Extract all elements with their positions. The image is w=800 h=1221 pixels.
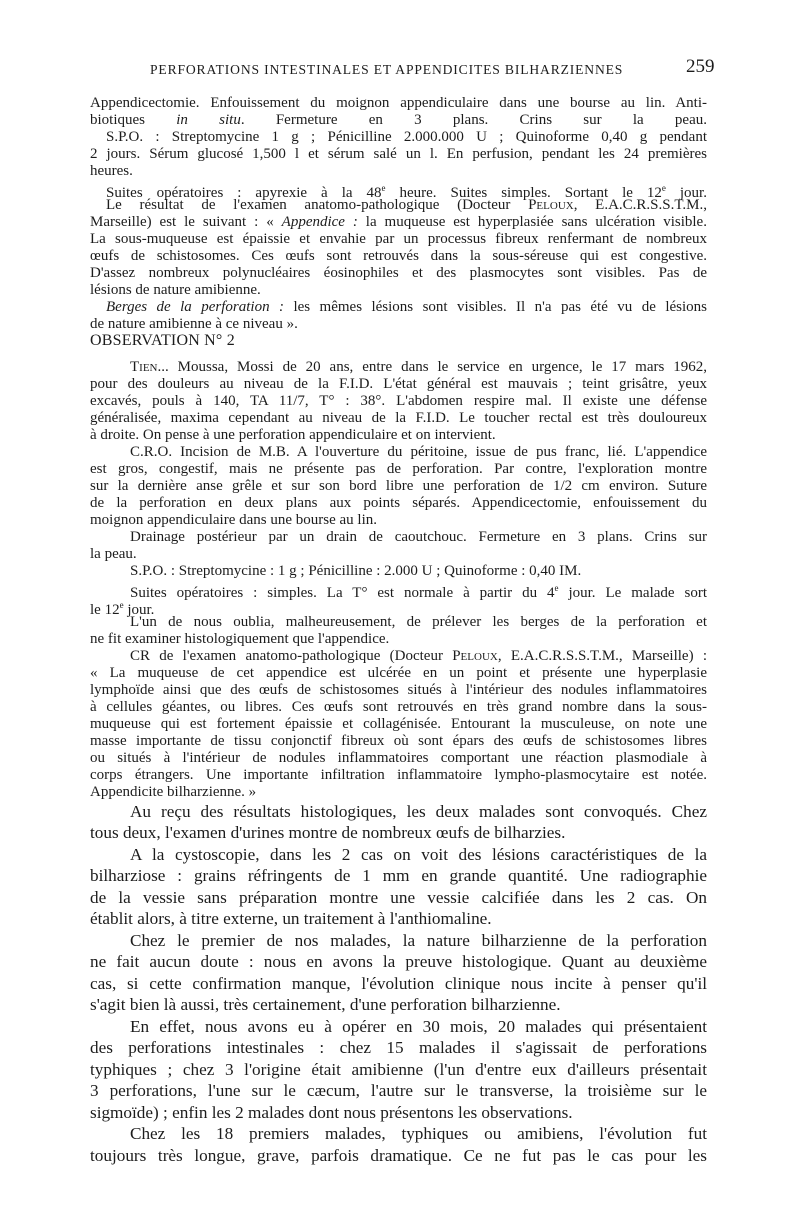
obs2-line: S.P.O. : Streptomycine : 1 g ; Pénicilline : 2.000 U ; Quinoforme : 0,40 IM. [130,563,582,579]
case1-line: S.P.O. : Streptomycine 1 g ; Pénicilline 2.000.000 U ; Quinoforme 0,40 g pendant [106,129,707,145]
obs2-line: à cellules géantes, ou libres. Ces œufs sont retrouvés en très grand nombre dans la sous- [90,699,707,715]
case1-line: heures. [90,163,133,179]
discussion-line: sigmoïde) ; enfin les 2 malades dont nous présentons les observations. [90,1103,573,1122]
discussion-line: établit alors, à titre externe, un traitement à l'anthiomaline. [90,909,492,928]
discussion-line: ne fait aucun doute : nous en avons la preuve histologique. Quant au deuxième [90,952,707,971]
obs2-line: C.R.O. Incision de M.B. A l'ouverture du péritoine, issue de pus franc, lié. L'appendice [130,444,707,460]
case1-line: D'assez nombreux polynucléaires éosinophiles et des plasmocytes sont visibles. Pas de [90,265,707,281]
case1-line: œufs de schistosomes. Ces œufs sont retrouvés dans la sous-séreuse qui est congestive. [90,248,707,264]
obs2-line: L'un de nous oublia, malheureusement, de prélever les berges de la perforation et [130,614,707,630]
observation-heading: OBSERVATION N° 2 [90,332,235,349]
discussion-line: de la vessie sans préparation montre une vessie calcifiée dans les 2 cas. On [90,888,707,907]
running-title: PERFORATIONS INTESTINALES ET APPENDICITES BILHARZIENNES [150,62,624,77]
discussion-line: Chez le premier de nos malades, la nature bilharzienne de la perforation [130,931,707,950]
case1-line: La sous-muqueuse est épaissie et envahie par un processus fibreux renfermant de nombreux [90,231,707,247]
obs2-line: « La muqueuse de cet appendice est ulcérée en un point et présente une hyperplasie [90,665,707,681]
case1-line: 2 jours. Sérum glucosé 1,500 l et sérum salé un l. En perfusion, pendant les 24 premières [90,146,707,162]
obs2-line: CR de l'examen anatomo-pathologique (Docteur Peloux, E.A.C.R.S.S.T.M., Marseille) : [130,648,707,664]
obs2-line: muqueuse qui est fortement épaissie et collagénisée. Entourant la musculeuse, on note une [90,716,707,732]
case1-line: Le résultat de l'examen anatomo-pathologique (Docteur Peloux, E.A.C.R.S.S.T.M., [106,197,707,213]
case1-line: Berges de la perforation : les mêmes lésions sont visibles. Il n'a pas été vu de lésions [106,299,707,315]
obs2-line: sur la dernière anse grêle et sur son bord libre une perforation de 1/2 cm environ. Suture [90,478,707,494]
case1-line: Appendicectomie. Enfouissement du moignon appendiculaire dans une bourse au lin. Anti- [90,95,707,111]
obs2-line: généralisée, maxima cependant au niveau de la F.I.D. Le toucher rectal est très douloureux [90,410,707,426]
obs2-line: est gros, congestif, mais ne présente pas de perforation. Par contre, l'exploration montre [90,461,707,477]
discussion-line: tous deux, l'examen d'urines montre de nombreux œufs de bilharzies. [90,823,566,842]
discussion-line: toujours très longue, grave, parfois dramatique. Ce ne fut pas le cas pour les [90,1146,707,1165]
discussion-line: s'agit bien là aussi, très certainement, d'une perforation bilharzienne. [90,995,561,1014]
discussion-line: Au reçu des résultats histologiques, les deux malades sont convoqués. Chez [130,802,707,821]
page-number: 259 [686,56,715,77]
obs2-line: masse importante de tissu conjonctif fibreux où sont épars des œufs de schistosomes libres [90,733,707,749]
obs2-line: ne fit examiner histologiquement que l'appendice. [90,631,390,647]
case1-line: lésions de nature amibienne. [90,282,261,298]
obs2-line: corps étrangers. Une importante infiltration inflammatoire lympho-plasmocytaire est notée. [90,767,707,783]
obs2-line: ou situés à l'intérieur de nodules inflammatoires comportant une réaction plasmodiale à [90,750,707,766]
obs2-line: Drainage postérieur par un drain de caoutchouc. Fermeture en 3 plans. Crins sur [130,529,707,545]
discussion-line: 3 perforations, l'une sur le cæcum, l'autre sur le transverse, la troisième sur le [90,1081,707,1100]
case1-line: Marseille) est le suivant : « Appendice : la muqueuse est hyperplasiée sans ulcération visible. [90,214,707,230]
obs2-line: le 12e jour. [90,600,155,618]
running-header [0,56,800,82]
obs2-line: pour des douleurs au niveau de la F.I.D. L'état général est mauvais ; teint grisâtre, yeux [90,376,707,392]
obs2-line: lymphoïde ainsi que des œufs de schistosomes situés à l'intérieur des nodules inflammatoires [90,682,707,698]
obs2-line: la peau. [90,546,137,562]
obs2-line: moignon appendiculaire dans une bourse au lin. [90,512,378,528]
obs2-line: Suites opératoires : simples. La T° est normale à partir du 4e jour. Le malade sort [130,583,707,601]
obs2-line: Appendicite bilharzienne. » [90,784,257,800]
obs2-line: Tien... Moussa, Mossi de 20 ans, entre dans le service en urgence, le 17 mars 1962, [130,359,707,375]
discussion-line: A la cystoscopie, dans les 2 cas on voit des lésions caractéristiques de la [130,845,707,864]
discussion-line: En effet, nous avons eu à opérer en 30 mois, 20 malades qui présentaient [130,1017,707,1036]
discussion-line: bilharziose : grains réfringents de 1 mm en grande quantité. Une radiographie [90,866,707,885]
obs2-line: à droite. On pense à une perforation appendiculaire et on intervient. [90,427,496,443]
discussion-line: des perforations intestinales : chez 15 malades il s'agissait de perforations [90,1038,707,1057]
case1-line: biotiques in situ. Fermeture en 3 plans. Crins sur la peau. [90,112,707,128]
obs2-line: de la perforation en deux plans aux points séparés. Appendicectomie, enfouissement du [90,495,707,511]
case1-line: de nature amibienne à ce niveau ». [90,316,298,332]
discussion-line: Chez les 18 premiers malades, typhiques ou amibiens, l'évolution fut [130,1124,707,1143]
discussion-line: typhiques ; chez 3 l'origine était amibienne (l'un d'entre eux d'ailleurs présentait [90,1060,707,1079]
case1-line: Suites opératoires : apyrexie à la 48e heure. Suites simples. Sortant le 12e jour. [106,183,707,201]
obs2-line: excavés, pouls à 140, TA 11/7, T° : 38°. L'abdomen respire mal. Il existe une défense [90,393,707,409]
discussion-line: cas, si cette confirmation manque, l'évolution clinique nous incite à penser qu'il [90,974,707,993]
